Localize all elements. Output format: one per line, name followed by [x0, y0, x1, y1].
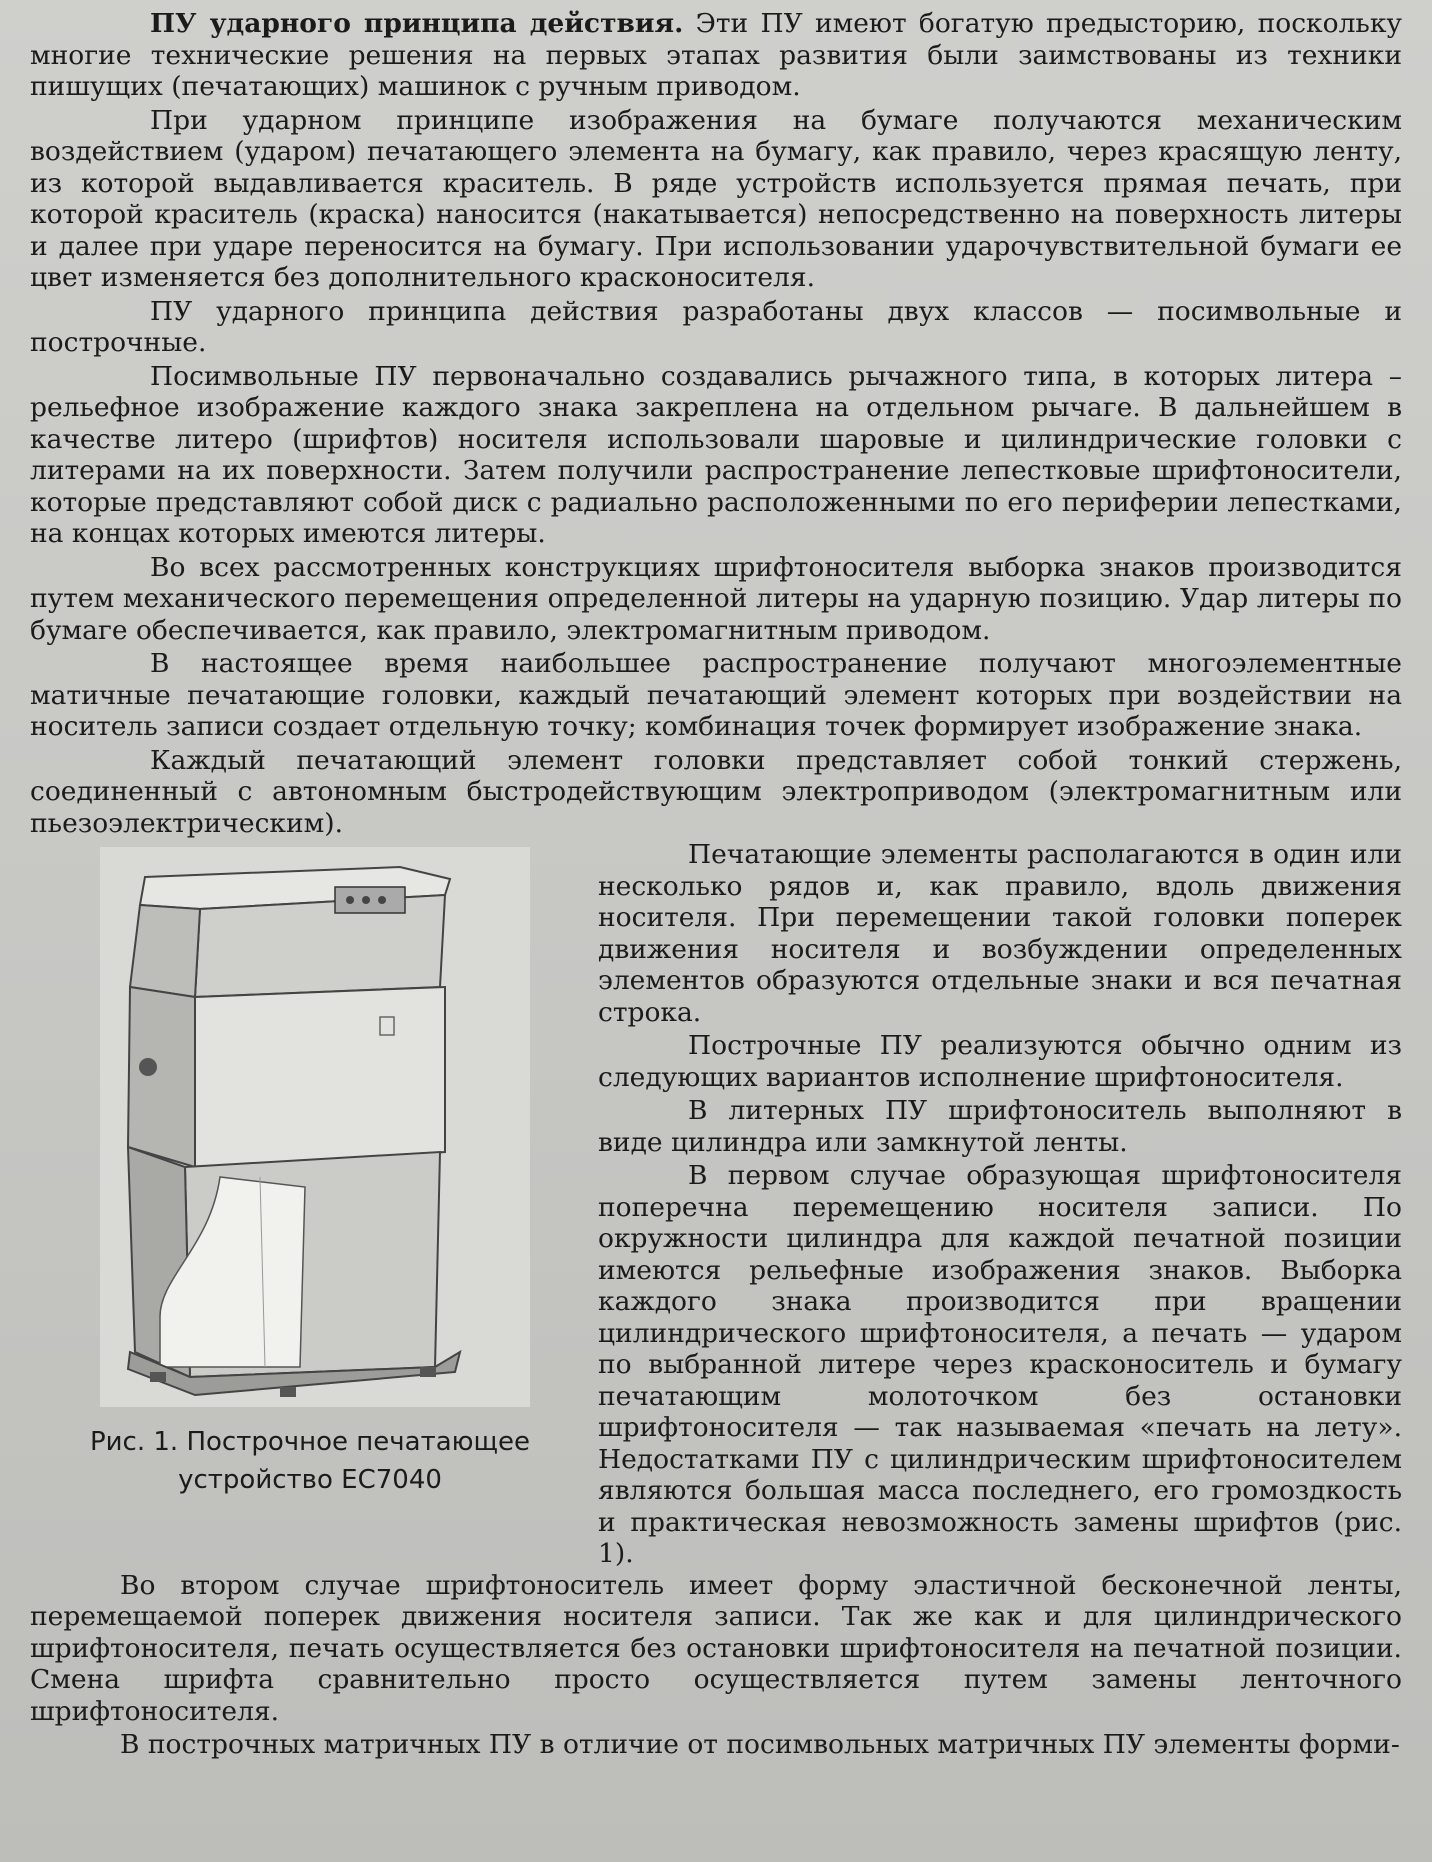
paragraph-6: В настоящее время наибольшее распространение получают многоэлементные матичные печатающие головки, каждый печатающий элемент которых при воздействии на носитель записи создает отдельную точку; комбинация точек формирует изображение знака. [30, 648, 1402, 742]
paragraph-2: При ударном принципе изображения на бумаге получаются механическим воздействием (ударом) печатающего элемента на бумагу, как правило, через красящую ленту, из которой выдавливается краситель. В ряде устройств используется прямая печать, при которой краситель (краска) наносится (накатывается) непосредственно на поверхность литеры и далее при ударе переносится на бумагу. При использовании ударочувствительной бумаги ее цвет изменяется без дополнительного красконосителя. [30, 104, 1402, 293]
paragraph-1 [30, 8, 1402, 103]
paragraph-4: Посимвольные ПУ первоначально создавались рычажного типа, в которых литера – рельефное изображение каждого знака закреплена на отдельном рычаге. В дальнейшем в качестве литеро (шрифтов) носителя использовали шаровые и цилиндрические головки с литерами на их поверхности. Затем получили распространение лепестковые шрифтоносители, которые представляют собой диск с радиально расположенными по его периферии лепестками, на концах которых имеются литеры. [30, 360, 1402, 549]
printer-illustration [100, 847, 530, 1407]
paragraph-11: В первом случае образующая шрифтоносителя поперечна перемещению носителя записи. По окружности цилиндра для каждой печатной позиции имеются рельефные изображения знаков. Выборка каждого знака производится при вращении цилиндрического шрифтоносителя, а печать — ударом по выбранной литере через красконоситель и бумагу печатающим молоточком без остановки шрифтоносителя — так называемая «печать на лету». Недостатками ПУ с цилиндрическим шрифтоносителем являются большая масса последнего, его громоздкость и практическая невозможность замены шрифтов (рис. 1). [598, 1160, 1402, 1569]
paragraph-8: Печатающие элементы располагаются в один или несколько рядов и, как правило, вдоль движения носителя. При перемещении такой головки поперек движения носителя и возбуждении определенных элементов образуются отдельные знаки и вся печатная строка. [598, 839, 1402, 1028]
figure [60, 847, 570, 1549]
body-text [30, 8, 1402, 1761]
paragraph-3: ПУ ударного принципа действия разработаны двух классов — посимвольные и построчные. [30, 295, 1402, 358]
paragraph-10: В литерных ПУ шрифтоноситель выполняют в виде цилиндра или замкнутой ленты. [598, 1095, 1402, 1158]
paragraph-13: В построчных матричных ПУ в отличие от посимвольных матричных ПУ элементы форми- [120, 1729, 1400, 1760]
paragraph-7: Каждый печатающий элемент головки представляет собой тонкий стержень, соединенный с автономным быстродействующим электроприводом (электромагнитным или пьезоэлектрическим). [30, 744, 1402, 839]
figure-caption: Рис. 1. Построчное печатающее устройство ЕС7040 [89, 1427, 531, 1495]
paragraph-5: Во всех рассмотренных конструкциях шрифтоносителя выборка знаков производится путем механического перемещения определенной литеры на ударную позицию. Удар литеры по бумаге обеспечивается, как правило, электромагнитным приводом. [30, 551, 1402, 646]
text-after-figure [30, 1570, 1402, 1761]
paragraph-12: Во втором случае шрифтоноситель имеет форму эластичной бесконечной ленты, перемещаемой поперек движения носителя записи. Так же как и для цилиндрического шрифтоносителя, печать осуществляется без остановки шрифтоносителя на печатной позиции. Смена шрифта сравнительно просто осуществляется путем замены ленточного шрифтоносителя. [30, 1569, 1402, 1727]
line-printer-image [100, 847, 530, 1407]
section-heading: ПУ ударного принципа действия. [150, 8, 684, 39]
paragraph-9: Построчные ПУ реализуются обычно одним из следующих вариантов исполнение шрифтоносителя. [598, 1030, 1402, 1093]
paragraph-1-text: Эти ПУ имеют богатую предысторию, поскольку многие технические решения на первых этапах развития были заимствованы из техники пишущих (печатающих) машинок с ручным приводом. [30, 8, 1402, 102]
